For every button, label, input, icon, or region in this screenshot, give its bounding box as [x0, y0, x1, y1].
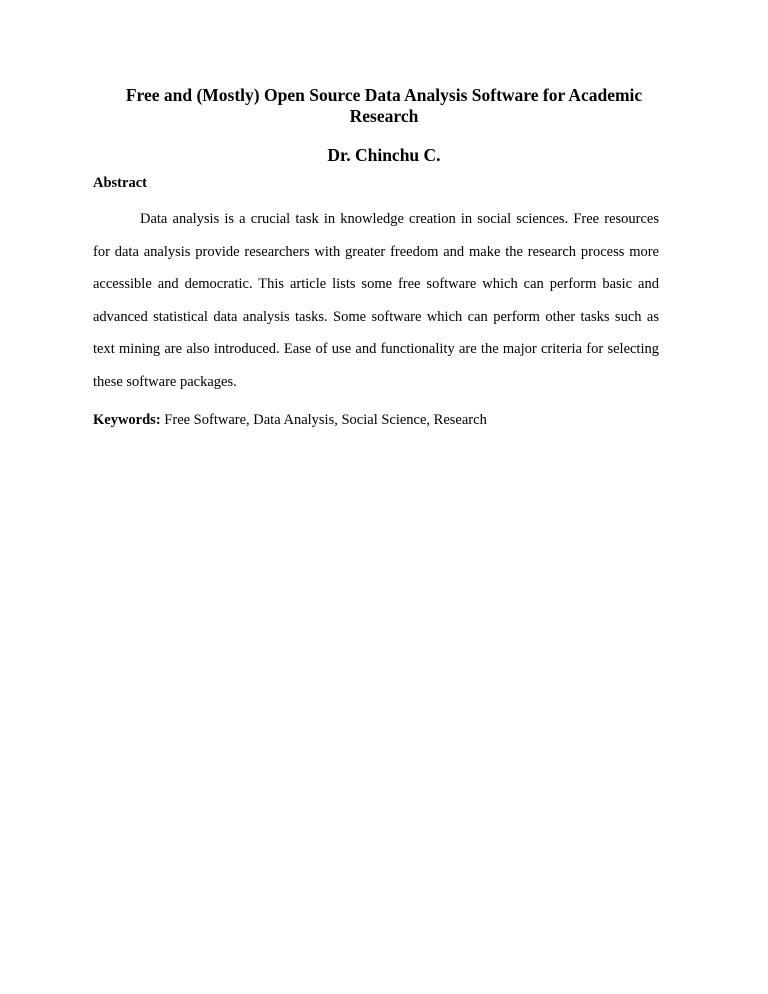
abstract-body: Data analysis is a crucial task in knowledge creation in social sciences. Free resources for data analysis provide researchers with greater freedom and make the research process more accessible and democratic. This article lists some free software which can perform basic and advanced statistical data analysis tasks. Some software which can perform other tasks such as text mining are also introduced. Ease of use and functionality are the major criteria for selecting these software packages. — [93, 211, 659, 390]
abstract-heading: Abstract — [93, 175, 147, 191]
paper-title: Free and (Mostly) Open Source Data Analysis Software for Academic Research — [125, 85, 643, 126]
keywords-label: Keywords: — [93, 412, 161, 428]
paper-author: Dr. Chinchu C. — [327, 145, 441, 165]
keywords-line — [93, 411, 487, 429]
keywords-text: Free Software, Data Analysis, Social Science, Research — [164, 412, 487, 428]
